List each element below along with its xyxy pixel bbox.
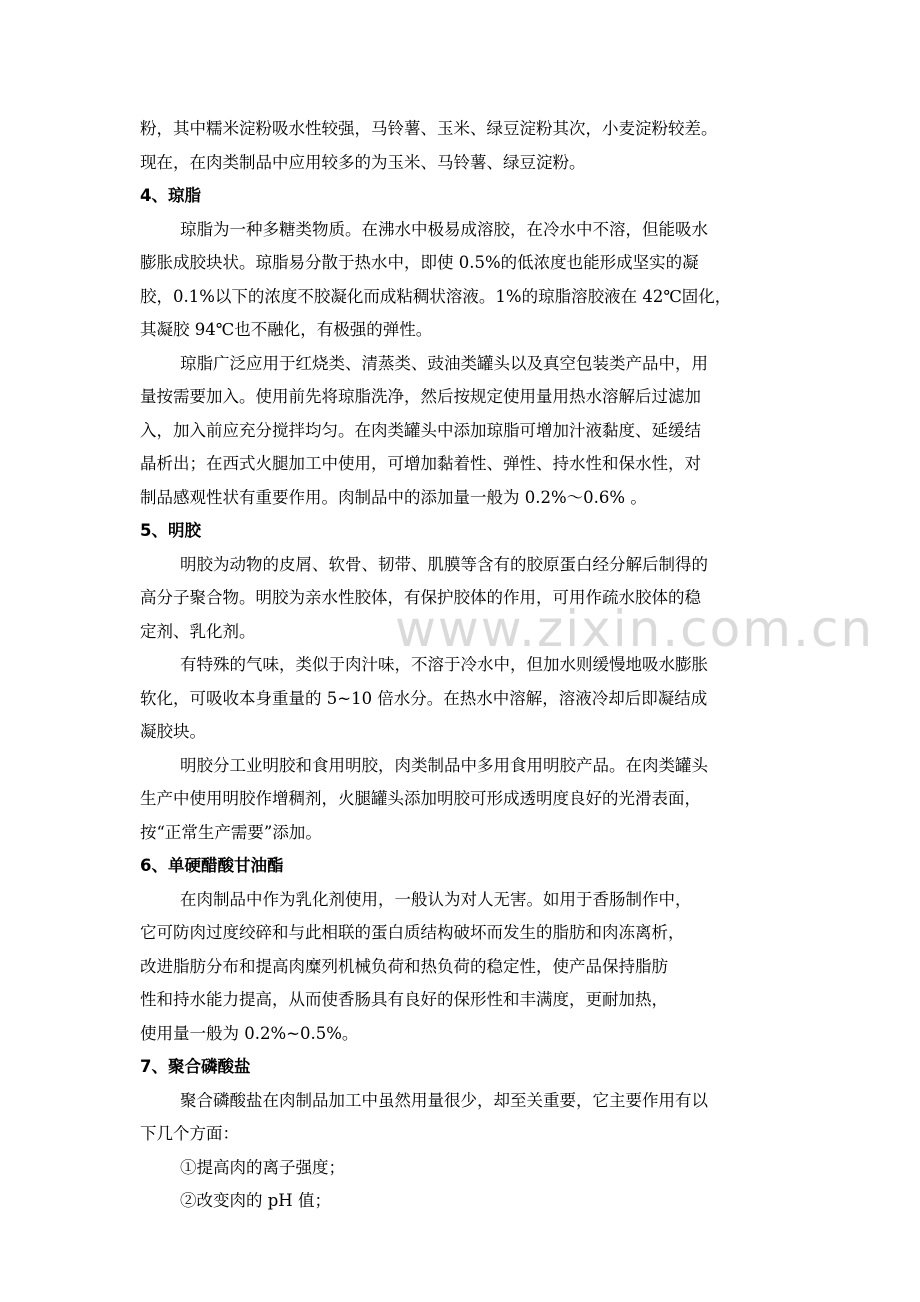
body-line: 高分子聚合物。明胶为亲水性胶体，有保护胶体的作用，可用作疏水胶体的稳	[140, 588, 701, 607]
list-item: ②改变肉的 pH 值；	[180, 1191, 331, 1210]
section-heading: 5、明胶	[140, 521, 201, 540]
paragraph-first-line: 在肉制品中作为乳化剂使用，一般认为对人无害。如用于香肠制作中，	[180, 890, 692, 909]
body-line: 膨胀成胶块状。琼脂易分散于热水中，即使 0.5%的低浓度也能形成坚实的凝	[140, 253, 699, 272]
body-line: 粉，其中糯米淀粉吸水性较强，马铃薯、玉米、绿豆淀粉其次，小麦淀粉较差。	[140, 119, 718, 138]
body-line: 定剂、乳化剂。	[140, 622, 256, 641]
body-line: 按“正常生产需要”添加。	[140, 823, 322, 842]
body-line: 入，加入前应充分搅拌均匀。在肉类罐头中添加琼脂可增加汁液黏度、延缓结	[140, 421, 701, 440]
body-line: 下几个方面：	[140, 1124, 239, 1143]
paragraph-first-line: 有特殊的气味，类似于肉汁味，不溶于冷水中，但加水则缓慢地吸水膨胀	[180, 655, 708, 674]
paragraph-first-line: 聚合磷酸盐在肉制品加工中虽然用量很少，却至关重要，它主要作用有以	[180, 1091, 708, 1110]
body-line: 晶析出；在西式火腿加工中使用，可增加黏着性、弹性、持水性和保水性，对	[140, 454, 701, 473]
section-heading: 4、琼脂	[140, 186, 201, 205]
body-line: 其凝胶 94℃也不融化，有极强的弹性。	[140, 320, 433, 339]
paragraph-first-line: 明胶分工业明胶和食用明胶，肉类制品中多用食用明胶产品。在肉类罐头	[180, 756, 708, 775]
body-line: 制品感观性状有重要作用。肉制品中的添加量一般为 0.2%～0.6% 。	[140, 488, 647, 507]
section-heading: 7、聚合磷酸盐	[140, 1057, 251, 1076]
section-heading: 6、单硬醋酸甘油酯	[140, 856, 284, 875]
body-line: 改进脂肪分布和提高肉糜列机械负荷和热负荷的稳定性，使产品保持脂肪	[140, 957, 668, 976]
body-line: 现在，在肉类制品中应用较多的为玉米、马铃薯、绿豆淀粉。	[140, 153, 586, 172]
paragraph-first-line: 琼脂广泛应用于红烧类、清蒸类、豉油类罐头以及真空包装类产品中，用	[180, 354, 708, 373]
paragraph-first-line: 明胶为动物的皮屑、软骨、韧带、肌膜等含有的胶原蛋白经分解后制得的	[180, 555, 708, 574]
body-line: 性和持水能力提高，从而使香肠具有良好的保形性和丰满度，更耐加热，	[140, 990, 668, 1009]
body-line: 使用量一般为 0.2%~0.5%。	[140, 1024, 359, 1043]
list-item: ①提高肉的离子强度；	[180, 1158, 345, 1177]
paragraph-first-line: 琼脂为一种多糖类物质。在沸水中极易成溶胶，在冷水中不溶，但能吸水	[180, 220, 708, 239]
body-line: 量按需要加入。使用前先将琼脂洗净，然后按规定使用量用热水溶解后过滤加	[140, 387, 701, 406]
body-line: 它可防肉过度绞碎和与此相联的蛋白质结构破坏而发生的脂肪和肉冻离析，	[140, 923, 685, 942]
body-line: 胶，0.1%以下的浓度不胶凝化而成粘稠状溶液。1%的琼脂溶胶液在 42℃固化，	[140, 287, 732, 306]
body-line: 凝胶块。	[140, 722, 206, 741]
body-line: 软化，可吸收本身重量的 5~10 倍水分。在热水中溶解，溶液冷却后即凝结成	[140, 689, 708, 708]
watermark: www.zixin.com.cn	[395, 600, 875, 658]
body-line: 生产中使用明胶作增稠剂，火腿罐头添加明胶可形成透明度良好的光滑表面，	[140, 789, 701, 808]
